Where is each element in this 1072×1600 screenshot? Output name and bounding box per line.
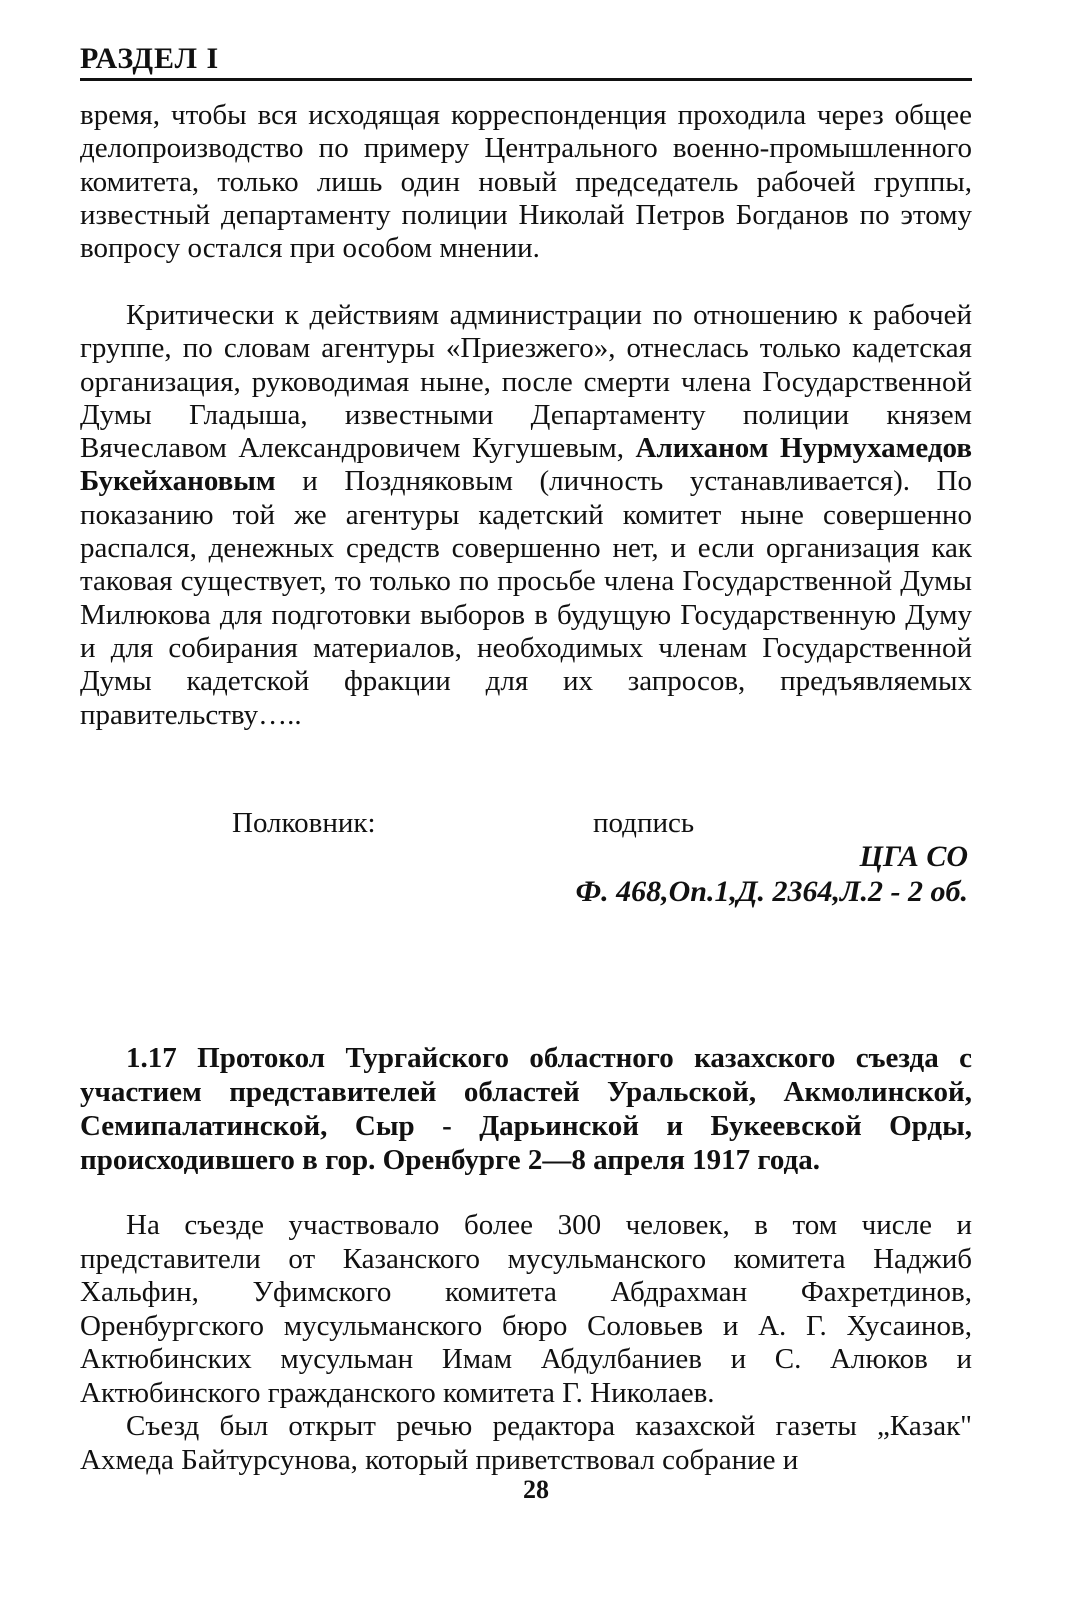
paragraph-2-bold-name: Алиханом Нурмухамедов Букейхановым	[80, 432, 972, 498]
body-paragraph-3: На съезде участвовало более 300 человек, в том числе и представители от Казанского мусульманского комитета Наджиб Хальфин, Уфимского комитета Абдрахман Фахретдинов, Оренбургского мусульманского бюро Соловьев и А. Г. Хусаинов, Актюбинских мусульман Имам Абдулбаниев и С. Алюков и Актюбинского гражданского комитета Г. Николаев.	[80, 1209, 972, 1409]
document-title: 1.17 Протокол Тургайского областного казахского съезда с участием представителей областей Уральской, Акмолинской, Семипалатинской, Сыр - Дарьинской и Букеевской Орды, происходившего в гор. Оренбурге 2—8 апреля 1917 года.	[80, 1042, 972, 1176]
body-paragraph-1: время, чтобы вся исходящая корреспонденция проходила через общее делопроизводство по примеру Центрального военно-промышленного комитета, только лишь один новый председатель рабочей группы, известный департаменту полиции Николай Петров Богданов по этому вопросу остался при особом мнении.	[80, 99, 972, 265]
body-paragraph-2	[80, 299, 972, 732]
page-number: 28	[523, 1475, 549, 1504]
body-paragraph-4: Съезд был открыт речью редактора казахской газеты „Казак" Ахмеда Байтурсунова, который приветствовал собрание и	[80, 1410, 972, 1476]
paragraph-2-text-start: Критически к действиям администрации по отношению к рабочей группе, по словам агентуры «Приезжего», отнеслась только кадетская организация, руководимая ныне, после смерти члена Государственной Думы Гладыша, известными Департаменту полиции князем Вячеславом Александровичем Кугушевым,	[80, 299, 972, 465]
header-rule	[80, 78, 972, 81]
signature-rank: Полковник:	[232, 807, 376, 839]
archive-name: ЦГА СО	[859, 840, 968, 873]
section-header: РАЗДЕЛ I	[80, 42, 220, 75]
signature-sign: подпись	[593, 807, 695, 839]
archive-reference: Ф. 468,Оп.1,Д. 2364,Л.2 - 2 об.	[575, 875, 968, 908]
paragraph-2-text-end: и Поздняковым (личность устанавливается). По показанию той же агентуры кадетский комитет ныне совершенно распался, денежных средств совершенно нет, и если организация как таковая существует, то только по просьбе члена Государственной Думы Милюкова для подготовки выборов в будущую Государственную Думу и для собирания материалов, необходимых членам Государственной Думы кадетской фракции для их запросов, предъявляемых правительству…..	[80, 465, 972, 731]
